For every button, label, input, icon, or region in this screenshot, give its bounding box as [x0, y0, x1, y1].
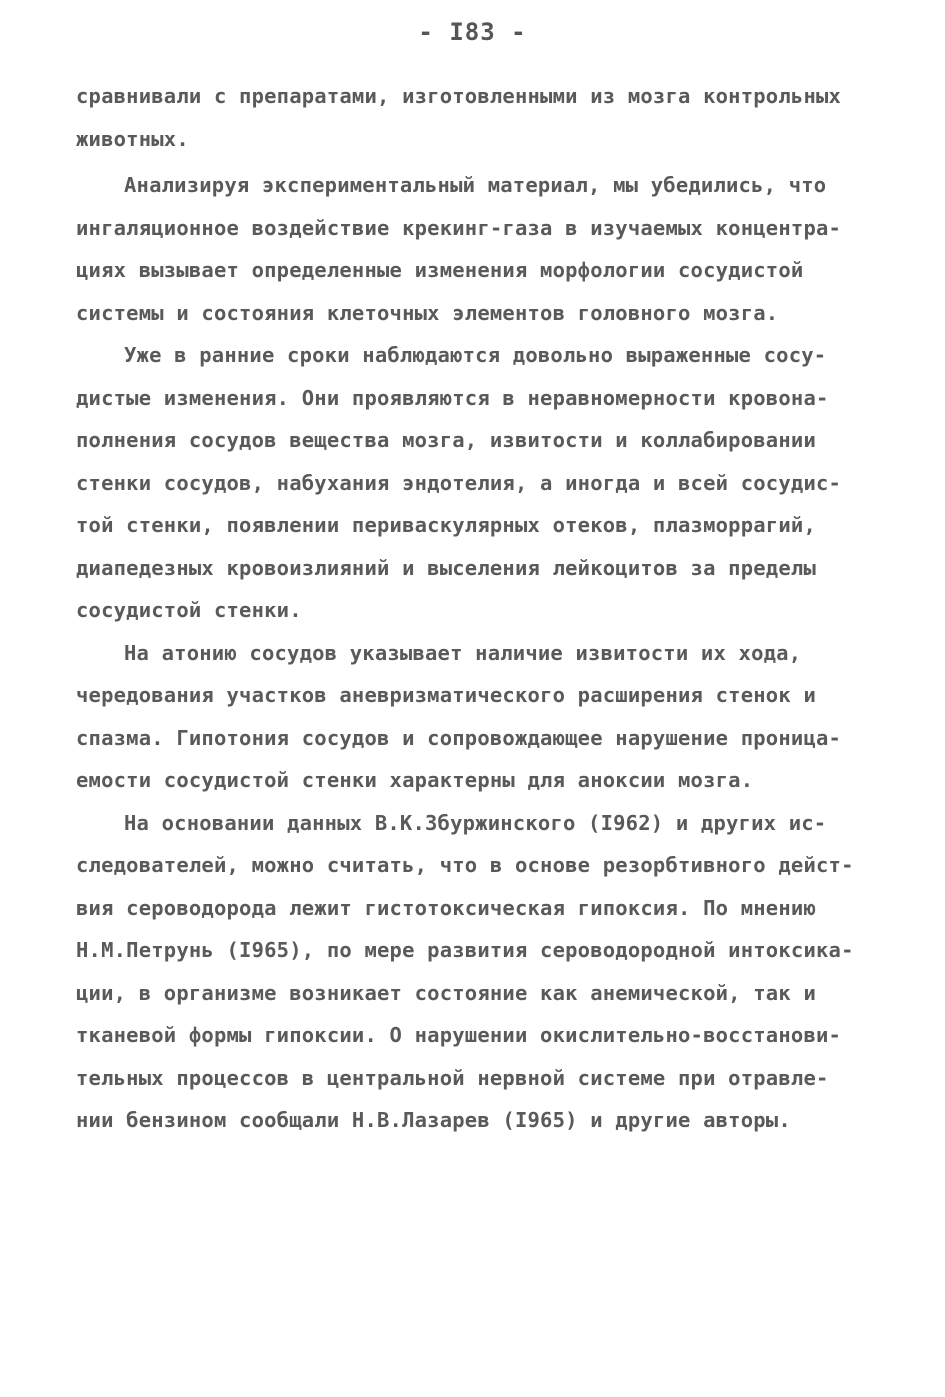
text-line: полнения сосудов вещества мозга, извитости и коллабировании: [76, 428, 816, 452]
text-line: сосудистой стенки.: [76, 598, 302, 622]
text-line: нии бензином сообщали Н.В.Лазарев (I965) и другие авторы.: [76, 1108, 791, 1132]
text-line: вия сероводорода лежит гистотоксическая гипоксия. По мнению: [76, 896, 816, 920]
text-line: системы и состояния клеточных элементов головного мозга.: [76, 301, 779, 325]
text-line: ции, в организме возникает состояние как анемической, так и: [76, 981, 816, 1005]
text-line: спазма. Гипотония сосудов и сопровождающее нарушение проница-: [76, 726, 842, 750]
paragraph-start-line: На атонию сосудов указывает наличие извитости их хода,: [124, 641, 802, 665]
text-line: дистые изменения. Они проявляются в неравномерности кровона-: [76, 386, 829, 410]
text-line: следователей, можно считать, что в основе резорбтивного дейст-: [76, 853, 854, 877]
text-line: стенки сосудов, набухания эндотелия, а иногда и всей сосудис-: [76, 471, 842, 495]
paragraph-start-line: На основании данных В.К.Збуржинского (I962) и других ис-: [124, 811, 827, 835]
text-line: тельных процессов в центральной нервной системе при отравле-: [76, 1066, 829, 1090]
text-line: емости сосудистой стенки характерны для аноксии мозга.: [76, 768, 754, 792]
text-line: чередования участков аневризматического расширения стенок и: [76, 683, 816, 707]
text-line: диапедезных кровоизлияний и выселения лейкоцитов за пределы: [76, 556, 816, 580]
text-line: ингаляционное воздействие крекинг-газа в изучаемых концентра-: [76, 216, 842, 240]
text-line: сравнивали с препаратами, изготовленными из мозга контрольных: [76, 84, 842, 108]
text-line: тканевой формы гипоксии. О нарушении окислительно-восстанови-: [76, 1023, 842, 1047]
text-line: циях вызывает определенные изменения морфологии сосудистой: [76, 258, 804, 282]
text-line: животных.: [76, 127, 189, 151]
text-line: той стенки, появлении периваскулярных отеков, плазморрагий,: [76, 513, 816, 537]
text-line: Н.М.Петрунь (I965), по мере развития сероводородной интоксика-: [76, 938, 854, 962]
paragraph-start-line: Анализируя экспериментальный материал, мы убедились, что: [124, 173, 827, 197]
paragraph-start-line: Уже в ранние сроки наблюдаются довольно выраженные сосу-: [124, 343, 827, 367]
page-number: - I83 -: [418, 18, 527, 46]
